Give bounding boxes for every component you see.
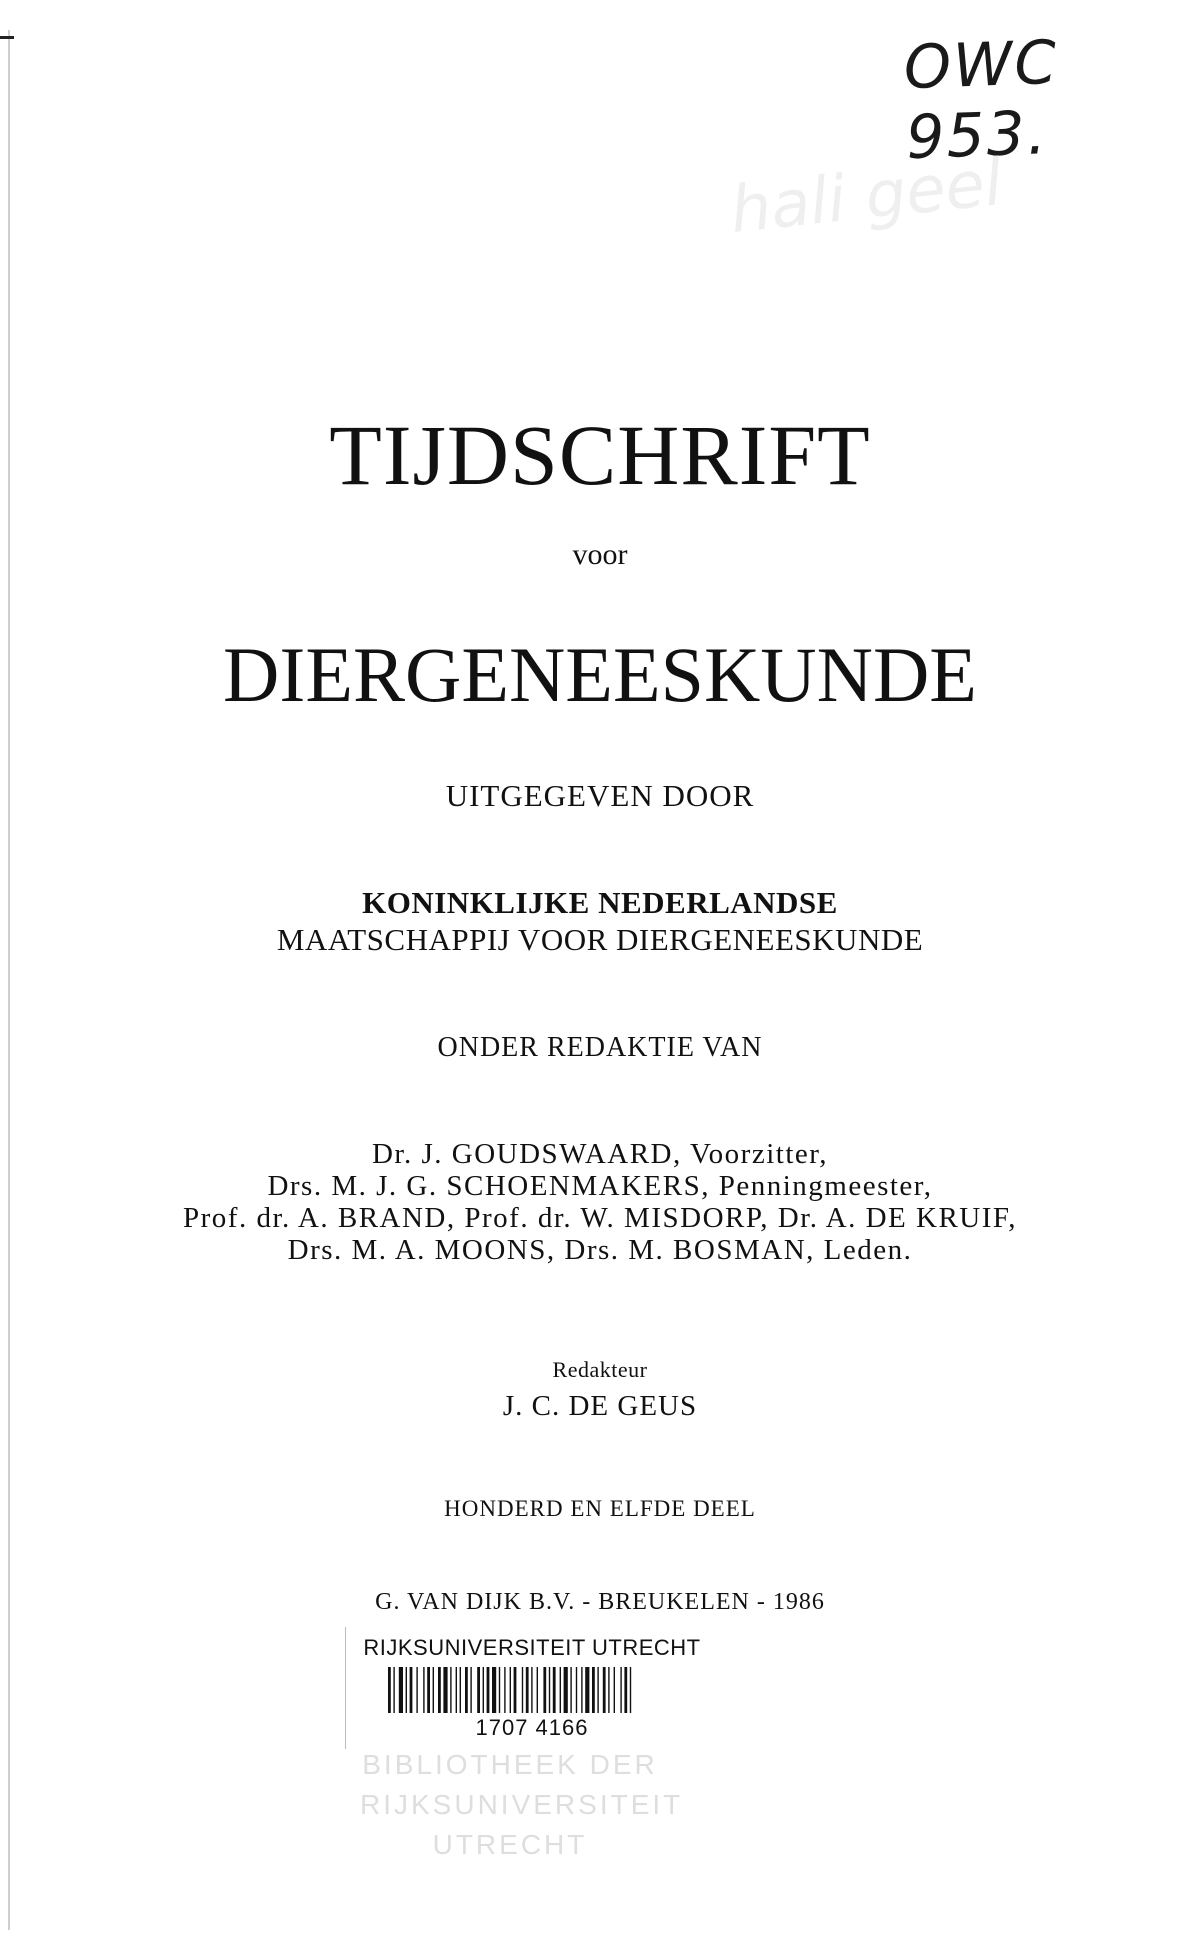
barcode-bar	[406, 1667, 407, 1713]
barcode-bar	[504, 1667, 505, 1713]
barcode-bar	[388, 1667, 391, 1713]
barcode-bar	[470, 1667, 471, 1713]
editorial-board-line: Drs. M. J. G. SCHOENMAKERS, Penningmeester,	[267, 1170, 933, 1202]
barcode-bar	[543, 1667, 546, 1713]
barcode-bar	[537, 1667, 538, 1713]
imprint: G. VAN DIJK B.V. - BREUKELEN - 1986	[375, 1589, 825, 1615]
barcode-bar	[630, 1667, 631, 1713]
barcode-bar	[603, 1667, 606, 1713]
barcode-bar	[483, 1667, 484, 1713]
barcode-bar	[477, 1667, 480, 1713]
barcode-bar	[526, 1667, 529, 1713]
barcode-bar	[510, 1667, 511, 1713]
barcode-bar	[553, 1667, 556, 1713]
editorial-label: ONDER REDAKTIE VAN	[437, 1032, 763, 1063]
faint-handwritten-note: hali geel	[726, 145, 1006, 249]
library-stamp	[360, 1745, 684, 1865]
barcode-bar	[514, 1667, 517, 1713]
barcode-bar	[549, 1667, 550, 1713]
barcode-bar	[581, 1667, 582, 1713]
stamp-line: RIJKSUNIVERSITEIT	[360, 1789, 684, 1820]
library-barcode-label	[345, 1627, 718, 1749]
barcode-bar	[608, 1667, 609, 1713]
published-by-label: UITGEGEVEN DOOR	[445, 778, 755, 813]
volume-label: HONDERD EN ELFDE DEEL	[444, 1496, 756, 1521]
scan-mark	[0, 36, 14, 39]
publisher-line-1: KONINKLIJKE NEDERLANDSE	[362, 885, 838, 920]
barcode-bar	[531, 1667, 532, 1713]
barcode-bar	[393, 1667, 394, 1713]
library-institution: RIJKSUNIVERSITEIT UTRECHT	[363, 1635, 701, 1660]
editorial-board-line: Dr. J. GOUDSWAARD, Voorzitter,	[371, 1138, 828, 1170]
barcode-bar	[620, 1667, 621, 1713]
barcode-bar	[433, 1667, 434, 1713]
barcode-bar	[492, 1667, 496, 1713]
barcode-bar	[597, 1667, 598, 1713]
barcode-bar	[438, 1667, 441, 1713]
page-edge	[8, 30, 10, 1930]
barcode-icon	[388, 1667, 676, 1713]
editor-name: J. C. DE GEUS	[502, 1390, 698, 1422]
barcode-bar	[564, 1667, 568, 1713]
barcode-bar	[624, 1667, 627, 1713]
journal-title: TIJDSCHRIFT	[329, 407, 871, 503]
barcode-bar	[465, 1667, 468, 1713]
barcode-bar	[443, 1667, 447, 1713]
barcode-bar	[570, 1667, 571, 1713]
editorial-board-line: Prof. dr. A. BRAND, Prof. dr. W. MISDORP, Dr. A. DE KRUIF,	[183, 1202, 1017, 1234]
stamp-line: BIBLIOTHEEK DER	[362, 1749, 658, 1780]
barcode-bar	[410, 1667, 413, 1713]
barcode-bar	[399, 1667, 403, 1713]
journal-subject: DIERGENEESKUNDE	[223, 631, 977, 718]
editor-label: Redakteur	[552, 1357, 648, 1382]
publisher-line-2: MAATSCHAPPIJ VOOR DIERGENEESKUNDE	[276, 922, 924, 957]
barcode-bar	[460, 1667, 461, 1713]
barcode-bar	[423, 1667, 424, 1713]
title-connector: voor	[572, 538, 628, 571]
barcode-bar	[592, 1667, 595, 1713]
handwritten-reference: OWC 953.	[902, 27, 1060, 174]
barcode-bar	[416, 1667, 417, 1713]
barcode-bar	[560, 1667, 561, 1713]
barcode-bar	[614, 1667, 615, 1713]
barcode-bar	[585, 1667, 589, 1713]
stamp-line: UTRECHT	[432, 1829, 588, 1860]
barcode-bar	[456, 1667, 457, 1713]
barcode-bar	[522, 1667, 523, 1713]
barcode-bar	[450, 1667, 451, 1713]
barcode-bar	[576, 1667, 577, 1713]
barcode-bar	[427, 1667, 430, 1713]
barcode-number: 1707 4166	[475, 1715, 589, 1740]
editorial-board-line: Drs. M. A. MOONS, Drs. M. BOSMAN, Leden.	[287, 1234, 913, 1266]
barcode-bar	[487, 1667, 490, 1713]
barcode-bar	[499, 1667, 500, 1713]
